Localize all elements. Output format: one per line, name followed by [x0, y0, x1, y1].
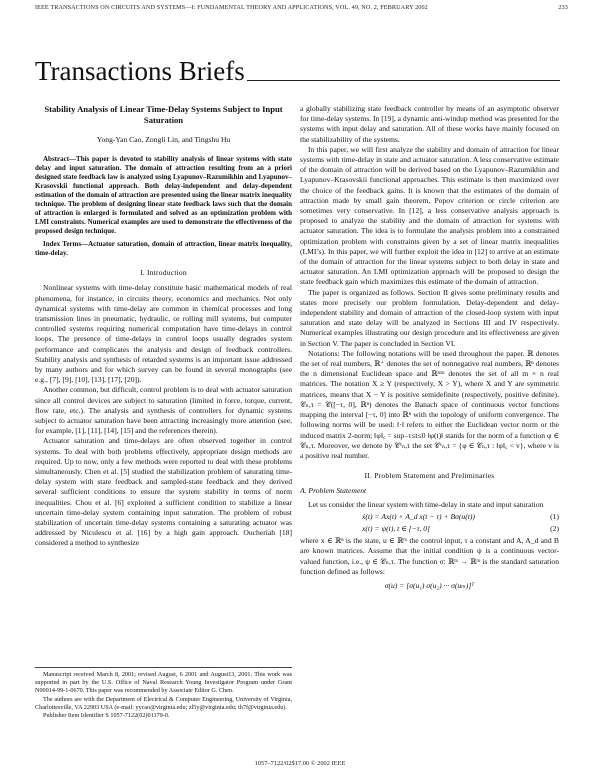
left-column	[35, 104, 292, 549]
equation-1-number: (1)	[550, 511, 559, 521]
section2-after: where x ∈ ℝⁿ is the state, u ∈ ℝᵐ the control input, τ a constant and A, A_d and B are known matrices. Assume that the initial condition ψ is a continuous vector-valued function, i.e., ψ ∈ 𝒞ₙ,τ. The function σ: ℝᵐ → ℝᵐ is the standard saturation function defined as follows:	[300, 536, 559, 576]
footnote-affiliation: The authors are with the Department of Electrical & Computer Engineering, University of Virginia, Charlottesville, VA 22903 USA (e-mail: yycao@virginia.edu; zl5y@virginia.edu; th7f@virginia.edu).	[35, 695, 292, 711]
first-page-footnote	[35, 667, 292, 720]
right-paragraph-2: In this paper, we will first analyze the stability and domain of attraction for linear systems with time-delay in state and actuator saturation. A less conservative estimate of the domain of attraction will be derived based on the Lyapunov–Razumikhin and Lyapunov–Krasovskii functional approaches. This estimate is then maximized over the choice of the feedback gains. It is known that the estimates of the domain of attraction made by small gain theorem, Popov criterion or circle criterion are sometimes very conservative. In [12], a less conservative analysis approach is proposed to analyze the stability and the domain of attraction for systems with actuator saturation. The idea is to formulate the analysis problem into a constrained optimization problem with constraints given by a set of linear matrix inequalities (LMI’s). In this paper, we will further exploit the idea in [12] to arrive at an estimate of the domain of attraction for the linear systems subject to both delay in state and actuator saturation. An LMI optimization approach will be proposed to design the state feedback gain which maximizes this estimate of the domain of attraction.	[300, 144, 559, 287]
equation-3: σ(u) = [σ(u₁) σ(u₂) ··· σ(uₘ)]ᵀ	[384, 580, 475, 590]
paper-authors: Yong-Yan Cao, Zongli Lin, and Tingshu Hu	[96, 135, 231, 144]
intro-paragraph-1: Nonlinear systems with time-delay constitute basic mathematical models of real phenomena, for instance, in circuits theory, economics and mechanics. Not only dynamical systems with time-delay are common in chemical processes and long transmission lines in pneumatic, hydraulic, or rolling mill systems, but computer controlled systems requiring numerical computation have time-delays in control loops. The presence of time-delays in control loops usually degrades system performance and complicates the analysis and design of feedback controllers. Stability analysis and synthesis of retarded systems is an important issue addressed by many authors and for which survey can be found in several monographs (see e.g., [7], [9], [10], [13], [17], [20]).	[35, 283, 292, 385]
section-heading-problem-statement: II. Problem Statement and Preliminaries	[364, 471, 495, 481]
equation-2	[300, 524, 559, 534]
intro-paragraph-3: Actuator saturation and time-delays are often observed together in control systems. To deal with both problems effectively, appropriate design methods are required. Up to now, only a few methods were reported to deal with these problems simultaneously. Chen et al. [5] studied the stabilization problem of saturating time-delay system with state feedback and sampled-state feedback and they derived several sufficient conditions to ensure the system stability in terms of norm inequalities. Chou et al. [6] exploited a sufficient condition to stabilize a linear uncertain time-delay system containing input saturation. The problem of robust stabilization of uncertain time-delay systems containing a saturating actuator was addressed by Niculescu et al. [16] by a high gain approach. Oucheriah [18] considered a method to synthesize	[35, 436, 292, 548]
equation-2-body: x(t) = ψ(t), t ∈ [−τ, 0]	[362, 523, 431, 533]
notations-paragraph: Notations: The following notations will be used throughout the paper. ℝ denotes the set of real numbers, ℝ⁺ denotes the set of nonnegative real numbers, ℝⁿ denotes the n dimensional Euclidean space and ℝⁿˣⁿ denotes the set of all m × n real matrices. The notation X ≥ Y (respectively, X > Y), where X and Y are symmetric matrices, means that X − Y is positive semidefinite (respectively, positive definite). 𝒞ₙ,τ = 𝒞([−τ, 0], ℝⁿ) denotes the Banach space of continuous vector functions mapping the interval [−τ, 0] into ℝⁿ with the topology of uniform convergence. The following norms will be used: ‖·‖ refers to either the Euclidean vector norm or the induced matrix 2-norm; ‖φ‖꜀ = sup₋τ≤t≤0 ‖φ(t)‖ stands for the norm of a function φ ∈ 𝒞ₙ,τ. Moreover, we denote by 𝒞ᵛₙ,τ the set 𝒞ᵛₙ,τ = {φ ∈ 𝒞ₙ,τ : ‖φ‖꜀ < v}, where v is a positive real number.	[300, 348, 559, 460]
running-header	[35, 4, 568, 11]
copyright-footer: 1057–7122/02$17.00 © 2002 IEEE	[254, 760, 346, 767]
section-heading-introduction: I. Introduction	[140, 268, 187, 278]
footnote-received: Manuscript received March 8, 2001; revised August, 6 2001 and August13, 2001. This work was supported in part by the U.S. Office of Naval Research Young Investigator Program under Grant N00014-99-1-0670. This paper was recommended by Associate Editor G. Chen.	[35, 671, 292, 695]
right-paragraph-1: a globally stabilizing state feedback controller by means of an asymptotic observer for time-delay systems. In [19], a dynamic anti-windup method was presented for the systems with input delay and saturation. All of these works have mainly focused on the stabilizability of the systems.	[300, 104, 559, 144]
equation-2-number: (2)	[550, 523, 559, 533]
right-column	[300, 104, 559, 595]
banner-rule	[247, 80, 560, 81]
intro-paragraph-2: Another common, but difficult, control problem is to deal with actuator saturation since all control devices are subject to saturation (limited in force, torque, current, flow rate, etc.). The analysis and synthesis of controllers for dynamic systems subject to actuator saturation have been attracting increasingly more attention (see, for example, [1], [11], [14], [15] and the references therein).	[35, 385, 292, 436]
equation-1	[300, 512, 559, 522]
page-number: 233	[558, 4, 568, 11]
right-paragraph-3: The paper is organized as follows. Section II gives some preliminary results and states more precisely our problem formulation. Delay-dependent and delay-independent stability and domain of attraction of the closed-loop system with input saturation and state delay will be analyzed in Sections III and IV respectively. Numerical examples illustrating our design procedure and its effectiveness are given in Section V. The paper is concluded in Section VI.	[300, 287, 559, 348]
equation-1-body: ẋ(t) = Ax(t) + A_d x(t − τ) + Bσ(u(t))	[362, 511, 475, 521]
abstract: Abstract—This paper is devoted to stability analysis of linear systems with state delay and input saturation. The domain of attraction resulting from an a priori designed state feedback law is analyzed using Lyapunov–Razumikhin and Lyapunov–Krasovskii functional approach. Both delay-independent and delay-dependent estimation of the domain of attraction are presented using the linear matrix inequality technique. The problem of designing linear state feedback laws such that the domain of attraction is enlarged is formulated and solved as an optimization problem with LMI constraints. Numerical examples are used to demonstrate the effectiveness of the proposed design technique.	[35, 155, 292, 236]
footnote-pii: Publisher Item Identifier S 1057-7122(02)01179-0.	[43, 712, 170, 720]
paper-title: Stability Analysis of Linear Time-Delay Systems Subject to Input Saturation	[44, 104, 283, 125]
section-banner	[35, 58, 560, 85]
index-terms: Index Terms—Actuator saturation, domain of attraction, linear matrix inequality, time-delay.	[35, 240, 292, 258]
subsection-heading: A. Problem Statement	[300, 486, 367, 496]
journal-line: IEEE TRANSACTIONS ON CIRCUITS AND SYSTEMS—I: FUNDAMENTAL THEORY AND APPLICATIONS, VOL. 49, NO. 2, FEBRUARY 2002	[35, 4, 428, 11]
banner-title: Transactions Briefs	[35, 56, 245, 86]
section2-intro: Let us consider the linear system with time-delay in state and input saturation	[308, 499, 544, 509]
